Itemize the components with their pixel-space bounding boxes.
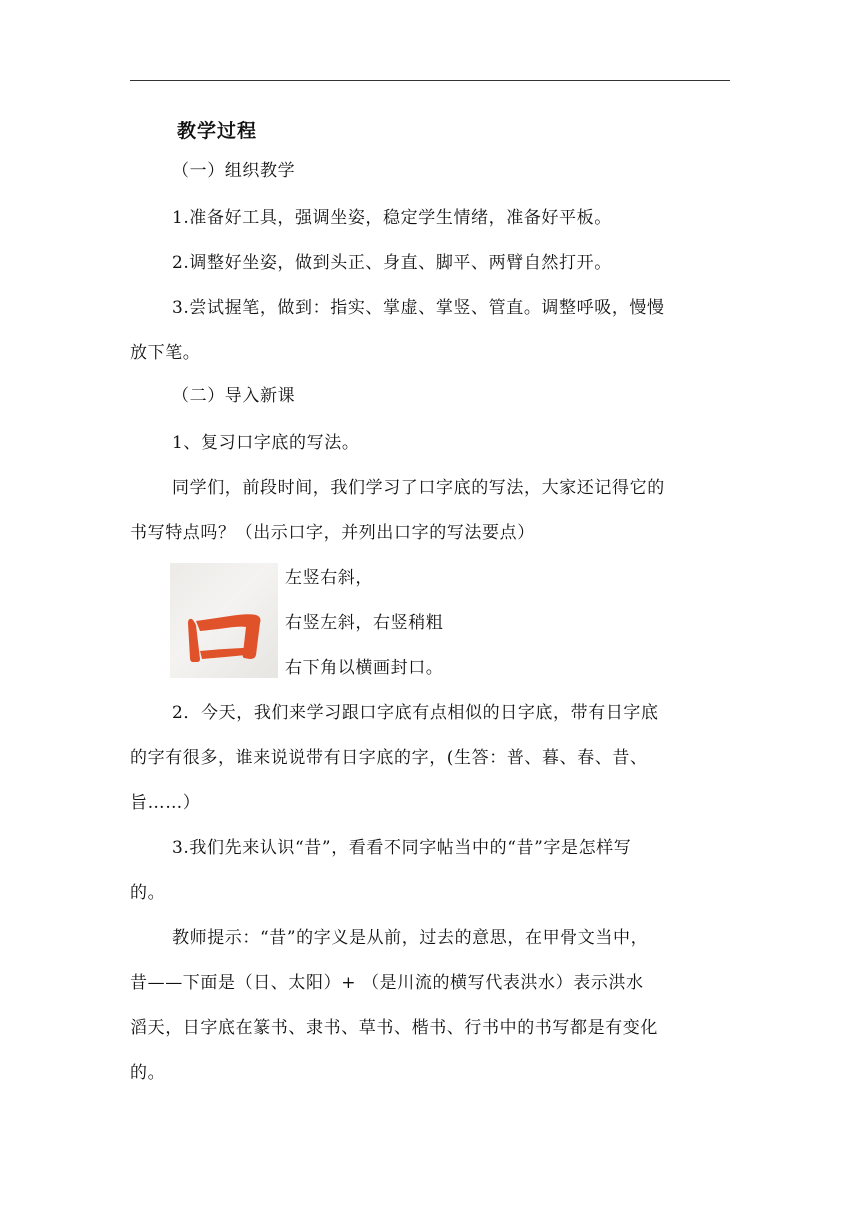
section2-item-1: 1、复习口字底的写法。 bbox=[172, 433, 360, 453]
section2-para-line-1: 同学们，前段时间，我们学习了口字底的写法，大家还记得它的 bbox=[172, 478, 665, 498]
section1-item-3-cont: 放下笔。 bbox=[130, 343, 201, 363]
teacher-tip-line-1: 教师提示：“昔”的字义是从前，过去的意思，在甲骨文当中， bbox=[172, 928, 649, 948]
image-caption-line-3: 右下角以横画封口。 bbox=[285, 658, 444, 678]
section1-item-1: 1.准备好工具，强调坐姿，稳定学生情绪，准备好平板。 bbox=[172, 208, 612, 228]
section2-item-2-line-3: 旨……） bbox=[130, 793, 201, 813]
section2-item-2-line-1: 2．今天，我们来学习跟口字底有点相似的日字底，带有日字底 bbox=[172, 703, 659, 723]
section2-para-line-2: 书写特点吗？（出示口字，并列出口字的写法要点） bbox=[130, 523, 535, 543]
teacher-tip-line-4: 的。 bbox=[130, 1063, 166, 1083]
image-caption-line-2: 右竖左斜，右竖稍粗 bbox=[285, 613, 444, 633]
section2-heading: （二）导入新课 bbox=[172, 386, 296, 406]
section1-item-2: 2.调整好坐姿，做到头正、身直、脚平、两臂自然打开。 bbox=[172, 253, 612, 273]
section2-item-3-line-1: 3.我们先来认识“昔”，看看不同字帖当中的“昔”字是怎样写 bbox=[172, 838, 632, 858]
section1-heading: （一）组织教学 bbox=[172, 161, 296, 181]
section2-item-2-line-2: 的字有很多，谁来说说带有日字底的字，(生答：普、暮、春、昔、 bbox=[130, 748, 648, 768]
teacher-tip-line-2: 昔——下面是（日、太阳）+ （是川流的横写代表洪水）表示洪水 bbox=[130, 973, 644, 993]
header-rule bbox=[130, 80, 730, 81]
kou-character-icon bbox=[170, 563, 278, 678]
kou-character-image bbox=[170, 563, 278, 678]
section1-item-3: 3.尝试握笔，做到：指实、掌虚、掌竖、管直。调整呼吸，慢慢 bbox=[172, 298, 665, 318]
teacher-tip-line-3: 滔天，日字底在篆书、隶书、草书、楷书、行书中的书写都是有变化 bbox=[130, 1018, 658, 1038]
section2-item-3-line-2: 的。 bbox=[130, 883, 166, 903]
page-title: 教学过程 bbox=[177, 120, 258, 142]
image-caption-line-1: 左竖右斜， bbox=[285, 568, 373, 588]
